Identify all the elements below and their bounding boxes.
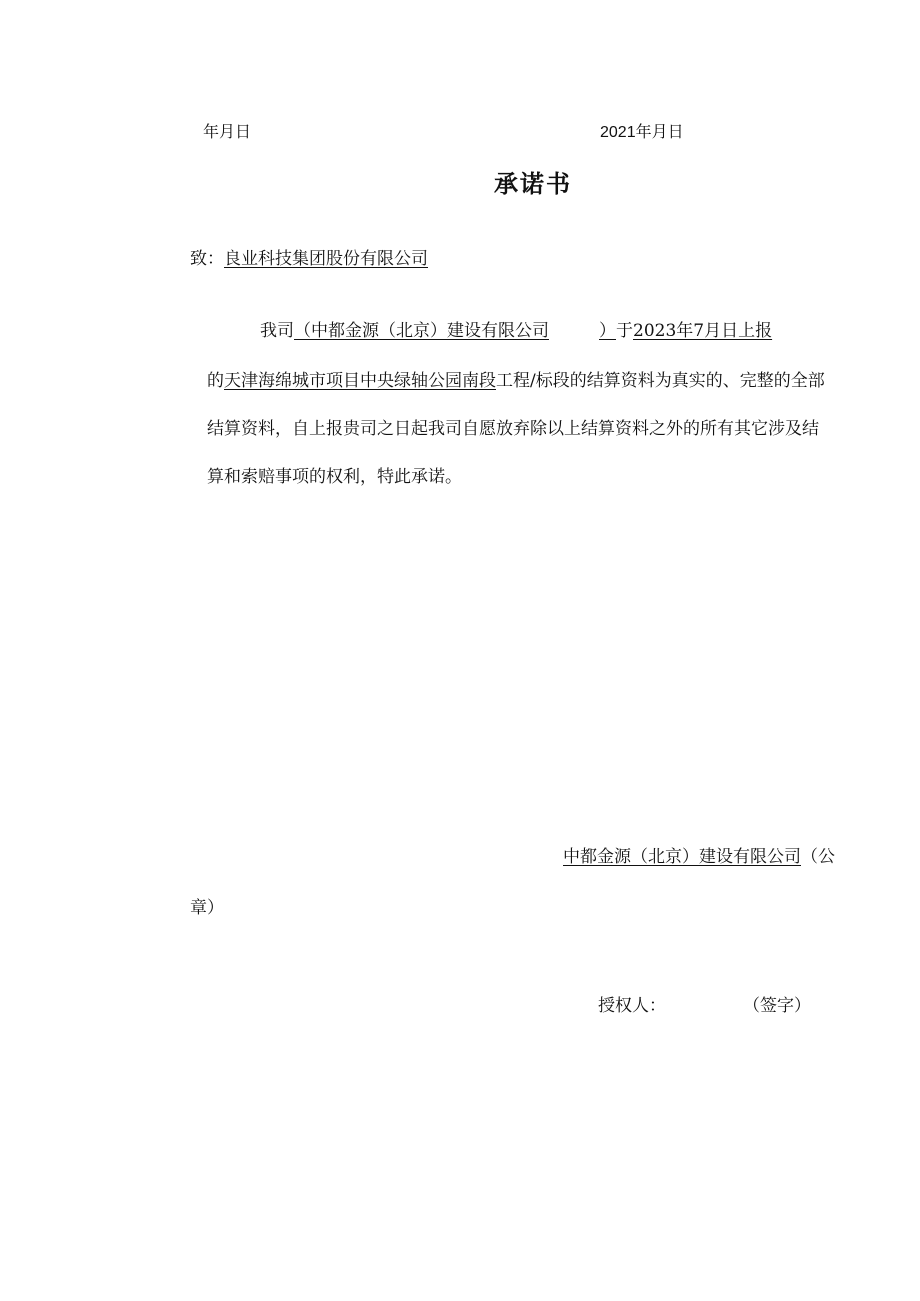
yu-label: 于 bbox=[616, 321, 633, 341]
recipient-company: 良业科技集团股份有限公司 bbox=[224, 249, 428, 269]
report-date: 2023年7月日上报 bbox=[633, 321, 773, 341]
body-line-2-rest: 工程/标段的结算资料为真实的、完整的全部 bbox=[496, 371, 825, 391]
recipient-prefix: 致： bbox=[190, 249, 224, 269]
body-line-4: 算和索赔事项的权利，特此承诺。 bbox=[207, 467, 462, 487]
company-field bbox=[294, 321, 616, 341]
signature-company: 中都金源（北京）建设有限公司 bbox=[563, 847, 801, 867]
company-field-close: ） bbox=[599, 321, 616, 341]
date-right: 2021年月日 bbox=[600, 124, 684, 141]
sign-note: （签字） bbox=[743, 996, 811, 1016]
document-title: 承诺书 bbox=[494, 169, 572, 198]
seal-close: 章） bbox=[190, 898, 224, 918]
authorized-person-label: 授权人： bbox=[598, 996, 666, 1016]
we-label: 我司 bbox=[260, 321, 294, 341]
recipient-line bbox=[190, 244, 428, 269]
company-field-text: （中都金源（北京）建设有限公司 bbox=[294, 321, 549, 341]
seal-open: （公 bbox=[801, 847, 835, 867]
body-line-2 bbox=[207, 366, 825, 391]
signature-company-line bbox=[563, 842, 835, 867]
body-line-1 bbox=[260, 316, 772, 341]
de-label: 的 bbox=[207, 371, 224, 391]
date-left: 年月日 bbox=[203, 124, 252, 141]
body-line-3: 结算资料，自上报贵司之日起我司自愿放弃除以上结算资料之外的所有其它涉及结 bbox=[207, 419, 819, 439]
project-name: 天津海绵城市项目中央绿轴公园南段 bbox=[224, 371, 496, 391]
